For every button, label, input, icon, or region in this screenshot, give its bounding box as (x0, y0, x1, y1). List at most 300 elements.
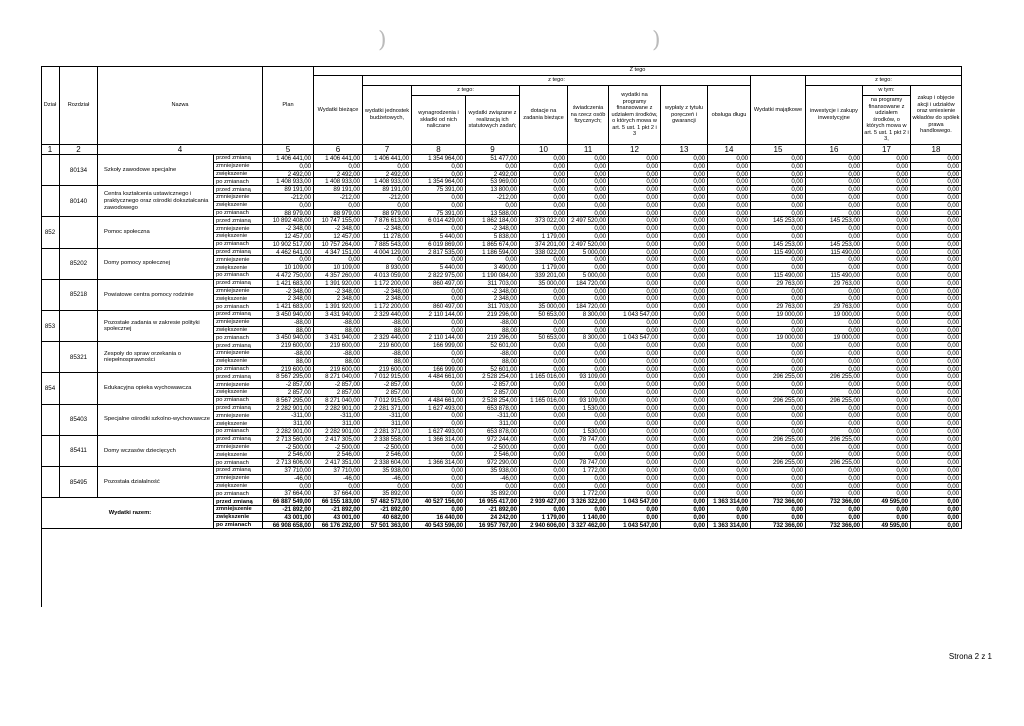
table-cell: 0,00 (806, 256, 863, 264)
table-cell: 0,00 (911, 178, 962, 186)
header-programy-majatkowe: na programy finansowane z udziałem środków, o których mowa w art. 5 ust. 1 pkt 2 i 3, (863, 96, 911, 145)
rozdzial-code: 80134 (60, 155, 98, 186)
table-cell: 2 282 901,00 (314, 428, 363, 436)
table-cell: 1 366 314,00 (412, 436, 466, 444)
table-cell: 2 417 351,00 (314, 459, 363, 467)
table-cell: -21 892,00 (263, 506, 314, 514)
table-cell: 0,00 (412, 194, 466, 202)
table-cell: 0,00 (708, 490, 751, 498)
table-cell: 0,00 (466, 163, 520, 171)
table-cell: 0,00 (520, 194, 568, 202)
table-cell: 0,00 (708, 217, 751, 225)
table-cell: -2 348,00 (314, 288, 363, 296)
table-cell: 0,00 (863, 397, 911, 405)
table-cell: 1 627 493,00 (412, 428, 466, 436)
table-cell: 0,00 (661, 436, 708, 444)
table-cell: 49 595,00 (863, 498, 911, 506)
table-cell: 37 710,00 (314, 467, 363, 475)
table-cell: 88,00 (363, 327, 412, 335)
table-cell: 24 242,00 (466, 514, 520, 522)
table-cell: 3 327 462,00 (568, 522, 609, 530)
table-cell: 972 290,00 (466, 459, 520, 467)
table-cell: 0,00 (661, 225, 708, 233)
table-cell: 0,00 (863, 358, 911, 366)
table-cell: 0,00 (520, 366, 568, 374)
table-cell: 0,00 (863, 163, 911, 171)
table-cell: 732 366,00 (751, 498, 806, 506)
table-cell: 0,00 (609, 303, 661, 311)
table-cell: 2 857,00 (263, 389, 314, 397)
table-cell: 0,00 (708, 210, 751, 218)
table-cell: 0,00 (520, 420, 568, 428)
table-cell: 0,00 (863, 178, 911, 186)
table-cell: 0,00 (609, 249, 661, 257)
column-number: 8 (412, 145, 466, 155)
table-cell: 0,00 (708, 506, 751, 514)
table-cell: 0,00 (911, 327, 962, 335)
table-cell: -311,00 (466, 412, 520, 420)
table-cell: 219 600,00 (363, 366, 412, 374)
table-cell: 184 720,00 (568, 303, 609, 311)
table-cell: 0,00 (863, 272, 911, 280)
header-wynagrodzenia: wynagrodzenia i składki od nich naliczane (412, 96, 466, 145)
table-cell: 2 110 144,00 (412, 334, 466, 342)
table-cell: 0,00 (568, 420, 609, 428)
table-cell: 0,00 (806, 405, 863, 413)
table-cell: 0,00 (806, 295, 863, 303)
table-cell: 89 191,00 (363, 186, 412, 194)
table-cell: 2 348,00 (263, 295, 314, 303)
table-cell: 0,00 (911, 522, 962, 530)
table-cell: 6 014 429,00 (412, 217, 466, 225)
table-cell: 29 763,00 (806, 280, 863, 288)
table-cell: 7 012 915,00 (363, 397, 412, 405)
table-cell: 78 747,00 (568, 436, 609, 444)
header-z-tego-biezace: z tego: (363, 76, 751, 86)
table-cell: 311 703,00 (466, 303, 520, 311)
table-cell: 52 601,00 (466, 366, 520, 374)
table-cell: 0,00 (911, 451, 962, 459)
table-cell: 732 366,00 (751, 522, 806, 530)
section-name: Domy pomocy społecznej (98, 249, 214, 280)
table-cell: 0,00 (609, 350, 661, 358)
table-cell: 296 255,00 (806, 373, 863, 381)
table-cell: 0,00 (911, 389, 962, 397)
table-cell: 0,00 (412, 225, 466, 233)
table-cell: 1 043 547,00 (609, 334, 661, 342)
table-cell: 0,00 (314, 256, 363, 264)
row-label: przed zmianą (214, 498, 263, 506)
total-label: Wydatki razem: (41, 498, 214, 529)
header-w-tym: w tym: (863, 86, 911, 96)
table-cell: 2 329 440,00 (363, 334, 412, 342)
table-cell: 0,00 (863, 217, 911, 225)
table-cell: 0,00 (911, 264, 962, 272)
table-cell: 0,00 (520, 350, 568, 358)
table-cell: 115 490,00 (806, 249, 863, 257)
table-cell: 10 109,00 (314, 264, 363, 272)
table-cell: 1 190 084,00 (466, 272, 520, 280)
table-cell: 0,00 (466, 483, 520, 491)
table-cell: 0,00 (911, 475, 962, 483)
row-label: przed zmianą (214, 405, 263, 413)
row-label: zmniejszenie (214, 319, 263, 327)
table-cell: 1 354 964,00 (412, 178, 466, 186)
table-cell: 0,00 (708, 405, 751, 413)
table-cell: 0,00 (520, 202, 568, 210)
table-cell: 49 595,00 (863, 522, 911, 530)
table-cell: 0,00 (863, 186, 911, 194)
table-cell: 6 019 869,00 (412, 241, 466, 249)
table-cell: 0,00 (568, 225, 609, 233)
row-label: zmniejszenie (214, 444, 263, 452)
table-cell: 166 999,00 (412, 342, 466, 350)
table-cell: 1 043 547,00 (609, 522, 661, 530)
table-cell: 0,00 (911, 498, 962, 506)
table-cell: 0,00 (661, 459, 708, 467)
table-cell: 0,00 (609, 358, 661, 366)
table-cell: 5 838,00 (466, 233, 520, 241)
table-cell: 0,00 (661, 490, 708, 498)
table-cell: 0,00 (863, 444, 911, 452)
row-label: po zmianach (214, 522, 263, 530)
table-cell: 2 492,00 (314, 171, 363, 179)
table-cell: 0,00 (520, 319, 568, 327)
table-cell: 0,00 (806, 178, 863, 186)
table-cell: 2 281 371,00 (363, 405, 412, 413)
table-cell: 0,00 (412, 381, 466, 389)
column-number: 14 (708, 145, 751, 155)
table-cell: 0,00 (520, 155, 568, 163)
table-cell: 0,00 (568, 381, 609, 389)
table-cell: 0,00 (661, 428, 708, 436)
column-number: 9 (466, 145, 520, 155)
table-cell: 0,00 (806, 155, 863, 163)
table-cell: 0,00 (806, 514, 863, 522)
row-label: zwiększenie (214, 451, 263, 459)
row-label: zwiększenie (214, 483, 263, 491)
column-number: 17 (863, 145, 911, 155)
table-cell: 0,00 (412, 163, 466, 171)
table-cell: 0,00 (609, 389, 661, 397)
table-cell: 0,00 (751, 163, 806, 171)
table-cell: 0,00 (863, 233, 911, 241)
table-cell: 0,00 (806, 210, 863, 218)
table-cell: 0,00 (661, 178, 708, 186)
table-cell: 0,00 (609, 490, 661, 498)
table-cell: 0,00 (412, 202, 466, 210)
table-cell: 0,00 (863, 334, 911, 342)
rozdzial-code (60, 217, 98, 248)
table-cell: 89 191,00 (263, 186, 314, 194)
table-cell: 0,00 (751, 366, 806, 374)
table-cell: -2 348,00 (263, 288, 314, 296)
table-cell: 1 140,00 (568, 514, 609, 522)
table-cell: 0,00 (609, 428, 661, 436)
table-cell: 0,00 (412, 350, 466, 358)
table-cell: 66 908 658,00 (263, 522, 314, 530)
table-cell: 0,00 (863, 366, 911, 374)
table-cell: 0,00 (751, 506, 806, 514)
dzial-code (41, 467, 60, 498)
table-cell: 0,00 (751, 358, 806, 366)
table-cell: 0,00 (911, 467, 962, 475)
table-cell: 0,00 (806, 319, 863, 327)
table-cell: 0,00 (520, 483, 568, 491)
rozdzial-code: 85218 (60, 280, 98, 311)
table-cell: -2 348,00 (314, 225, 363, 233)
table-cell: 0,00 (708, 272, 751, 280)
table-cell: 0,00 (568, 366, 609, 374)
row-label: przed zmianą (214, 342, 263, 350)
table-cell: 2 857,00 (466, 389, 520, 397)
table-cell: 0,00 (661, 163, 708, 171)
rozdzial-code: 85202 (60, 249, 98, 280)
table-cell: 0,00 (661, 272, 708, 280)
table-cell: 1 179,00 (520, 264, 568, 272)
table-cell: 4 357 260,00 (314, 272, 363, 280)
table-cell: -2 348,00 (363, 288, 412, 296)
table-cell: 0,00 (520, 451, 568, 459)
table-cell: 0,00 (661, 217, 708, 225)
column-number: 12 (609, 145, 661, 155)
table-cell: 0,00 (863, 311, 911, 319)
table-cell: 0,00 (863, 412, 911, 420)
table-cell: 0,00 (708, 178, 751, 186)
table-cell: 0,00 (806, 389, 863, 397)
table-cell: 2 110 144,00 (412, 311, 466, 319)
table-cell: 3 490,00 (466, 264, 520, 272)
table-cell: 88 979,00 (263, 210, 314, 218)
table-cell: 0,00 (911, 194, 962, 202)
table-cell: 2 338 604,00 (363, 459, 412, 467)
table-cell: 1 366 314,00 (412, 459, 466, 467)
table-cell: 0,00 (363, 256, 412, 264)
table-cell: 0,00 (412, 327, 466, 335)
table-cell: 0,00 (609, 241, 661, 249)
table-cell: 0,00 (520, 490, 568, 498)
section-name: Powiatowe centra pomocy rodzinie (98, 280, 214, 311)
table-cell: 0,00 (806, 225, 863, 233)
table-cell: 0,00 (911, 295, 962, 303)
table-cell: 10 902 517,00 (263, 241, 314, 249)
header-inwestycje: inwestycje i zakupy inwestycyjne (806, 86, 863, 145)
header-plan: Plan (263, 66, 314, 145)
table-cell: -46,00 (466, 475, 520, 483)
header-nazwa: Nazwa (98, 66, 263, 145)
table-cell: 11 278,00 (363, 233, 412, 241)
table-cell: 53 969,00 (466, 178, 520, 186)
table-cell: 0,00 (661, 350, 708, 358)
table-cell: 0,00 (609, 295, 661, 303)
section-name: Szkoły zawodowe specjalne (98, 155, 214, 186)
table-cell: 0,00 (863, 483, 911, 491)
table-cell: 0,00 (520, 186, 568, 194)
section-name: Edukacyjna opieka wychowawcza (98, 373, 214, 404)
header-obsluga-dlugu: obsługa długu (708, 86, 751, 145)
table-cell: 0,00 (609, 319, 661, 327)
table-cell: 0,00 (708, 163, 751, 171)
table-cell: 0,00 (911, 428, 962, 436)
table-cell: 0,00 (708, 233, 751, 241)
column-number: 15 (751, 145, 806, 155)
table-cell: 0,00 (911, 412, 962, 420)
row-label: zwiększenie (214, 264, 263, 272)
rozdzial-code (60, 311, 98, 342)
table-cell: 0,00 (708, 467, 751, 475)
table-cell: 0,00 (609, 171, 661, 179)
table-cell: 0,00 (520, 412, 568, 420)
table-cell: 311,00 (263, 420, 314, 428)
table-cell: 0,00 (751, 256, 806, 264)
table-cell: 0,00 (863, 428, 911, 436)
column-number: 13 (661, 145, 708, 155)
table-cell: 0,00 (661, 412, 708, 420)
header-wydatki-jednostek: wydatki jednostek budżetowych, (363, 86, 412, 145)
table-cell: 19 000,00 (806, 334, 863, 342)
table-cell: 0,00 (806, 171, 863, 179)
table-cell: 2 939 427,00 (520, 498, 568, 506)
table-cell: 0,00 (708, 334, 751, 342)
table-cell: 0,00 (806, 483, 863, 491)
table-cell: 0,00 (806, 202, 863, 210)
table-cell: 0,00 (568, 342, 609, 350)
table-cell: 0,00 (609, 280, 661, 288)
table-cell: -2 348,00 (466, 288, 520, 296)
table-cell: 0,00 (568, 178, 609, 186)
table-cell: 0,00 (609, 233, 661, 241)
table-cell: 0,00 (863, 319, 911, 327)
table-cell: -46,00 (363, 475, 412, 483)
row-label: zmniejszenie (214, 288, 263, 296)
table-cell: 0,00 (609, 202, 661, 210)
table-cell: 0,00 (520, 256, 568, 264)
dzial-code: 852 (41, 217, 60, 248)
column-number: 16 (806, 145, 863, 155)
table-cell: 0,00 (911, 210, 962, 218)
table-cell: 0,00 (708, 397, 751, 405)
table-cell: 0,00 (412, 506, 466, 514)
table-cell: 0,00 (568, 194, 609, 202)
table-cell: 0,00 (708, 483, 751, 491)
table-cell: 0,00 (609, 288, 661, 296)
table-cell: 2 348,00 (466, 295, 520, 303)
table-cell: 0,00 (661, 155, 708, 163)
row-label: zwiększenie (214, 202, 263, 210)
table-cell: 0,00 (661, 210, 708, 218)
row-label: zmniejszenie (214, 350, 263, 358)
table-cell: 972 244,00 (466, 436, 520, 444)
column-number: 4 (98, 145, 263, 155)
table-cell: 339 201,00 (520, 272, 568, 280)
table-cell: 0,00 (609, 155, 661, 163)
table-cell: 0,00 (520, 288, 568, 296)
table-cell: 0,00 (751, 389, 806, 397)
table-cell: 19 000,00 (751, 311, 806, 319)
table-cell: 0,00 (863, 514, 911, 522)
table-cell: 2 282 901,00 (314, 405, 363, 413)
table-cell: 219 296,00 (466, 311, 520, 319)
table-cell: 0,00 (609, 397, 661, 405)
table-cell: 0,00 (520, 467, 568, 475)
table-cell: 0,00 (863, 210, 911, 218)
scan-mark-right: ) (652, 28, 661, 53)
table-cell: 0,00 (520, 342, 568, 350)
table-cell: 0,00 (568, 163, 609, 171)
scan-mark-left: ) (378, 28, 387, 53)
table-cell: 0,00 (708, 358, 751, 366)
table-cell: 0,00 (661, 249, 708, 257)
table-cell: 0,00 (751, 490, 806, 498)
table-cell: 0,00 (806, 412, 863, 420)
table-cell: 0,00 (708, 186, 751, 194)
table-cell: 2 713 606,00 (263, 459, 314, 467)
header-programy: wydatki na programy finansowane z udziałem środków, o których mowa w art. 5 ust. 1 pkt 2 i 3 (609, 86, 661, 145)
table-cell: 1 865 674,00 (466, 241, 520, 249)
table-cell: 0,00 (911, 381, 962, 389)
rozdzial-code: 85321 (60, 342, 98, 373)
table-cell: 0,00 (751, 405, 806, 413)
table-cell: 3 431 940,00 (314, 334, 363, 342)
table-cell: 0,00 (708, 514, 751, 522)
table-cell: 0,00 (806, 264, 863, 272)
header-wydatki-zadania: wydatki związane z realizacją ich statutowych zadań; (466, 96, 520, 145)
table-cell: 219 600,00 (263, 342, 314, 350)
table-cell: 0,00 (806, 288, 863, 296)
table-cell: 296 255,00 (751, 436, 806, 444)
table-cell: 37 710,00 (263, 467, 314, 475)
table-cell: 732 366,00 (806, 522, 863, 530)
table-cell: 0,00 (412, 319, 466, 327)
row-label: zwiększenie (214, 514, 263, 522)
table-cell: 8 567 295,00 (263, 373, 314, 381)
table-cell: 2 329 440,00 (363, 311, 412, 319)
table-cell: -88,00 (466, 319, 520, 327)
table-cell: 35 000,00 (520, 280, 568, 288)
table-cell: 1 530,00 (568, 405, 609, 413)
table-cell: 1 406 441,00 (314, 155, 363, 163)
table-cell: 1 179,00 (520, 514, 568, 522)
section-name: Centra kształcenia ustawicznego i praktycznego oraz ośrodki dokształcania zawodowego (98, 186, 214, 217)
column-number: 10 (520, 145, 568, 155)
table-cell: 93 109,00 (568, 397, 609, 405)
table-cell: 57 501 363,00 (363, 522, 412, 530)
table-cell: 0,00 (863, 155, 911, 163)
table-cell: 0,00 (609, 420, 661, 428)
table-cell: 0,00 (708, 256, 751, 264)
table-cell: 0,00 (708, 451, 751, 459)
section-name: Pozostałe zadania w zakresie polityki społecznej (98, 311, 214, 342)
table-cell: 1 627 493,00 (412, 405, 466, 413)
table-cell: 1 406 441,00 (363, 155, 412, 163)
table-cell: 0,00 (412, 358, 466, 366)
table-cell: 0,00 (661, 241, 708, 249)
row-label: zwiększenie (214, 420, 263, 428)
table-cell: 1 772,00 (568, 490, 609, 498)
table-cell: -88,00 (263, 319, 314, 327)
row-label: zmniejszenie (214, 163, 263, 171)
dzial-code: 854 (41, 373, 60, 404)
section-name: Zespoły do spraw orzekania o niepełnosprawności (98, 342, 214, 373)
table-cell: 0,00 (863, 350, 911, 358)
table-cell: 37 664,00 (314, 490, 363, 498)
table-cell: 0,00 (751, 350, 806, 358)
table-cell: 0,00 (911, 490, 962, 498)
table-cell: 0,00 (863, 249, 911, 257)
table-cell: 0,00 (863, 280, 911, 288)
table-cell: 37 664,00 (263, 490, 314, 498)
row-label: zmniejszenie (214, 225, 263, 233)
